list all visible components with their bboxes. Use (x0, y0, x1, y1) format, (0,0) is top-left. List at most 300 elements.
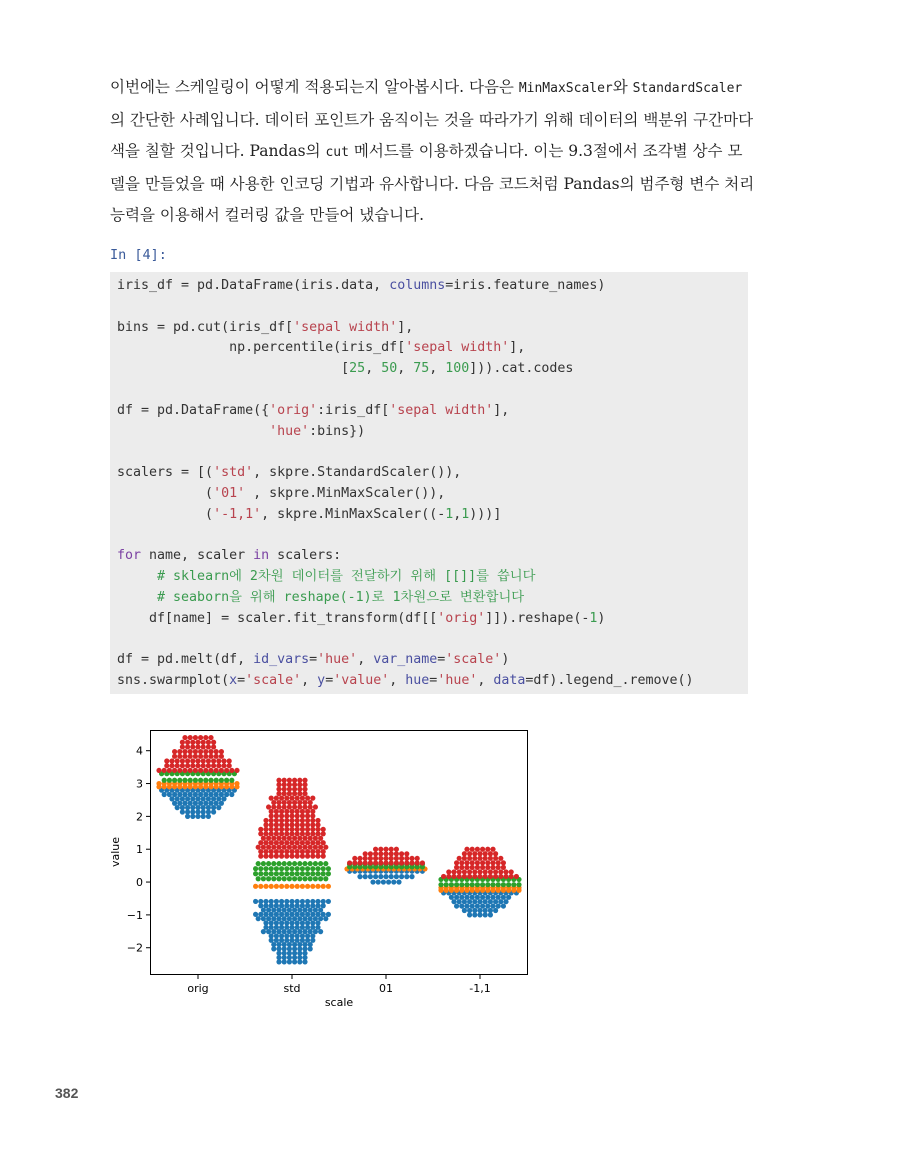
swarm-point-orig-hue2 (193, 778, 198, 783)
swarm-point-std-hue2 (300, 871, 305, 876)
swarm-point-std-hue0 (282, 907, 287, 912)
swarm-point--1,1-hue3 (464, 860, 469, 865)
swarm-point--1,1-hue0 (457, 899, 462, 904)
swarm-point-std-hue1 (289, 884, 294, 889)
swarm-point--1,1-hue2 (444, 882, 449, 887)
swarm-point-std-hue0 (282, 916, 287, 921)
swarm-point-std-hue3 (261, 845, 266, 850)
swarm-point-std-hue1 (326, 884, 331, 889)
swarm-point-orig-hue0 (201, 814, 206, 819)
swarm-point--1,1-hue1 (496, 888, 501, 893)
swarm-point-std-hue3 (266, 804, 271, 809)
swarm-point-orig-hue1 (229, 784, 234, 789)
swarm-point-std-hue2 (253, 866, 258, 871)
swarm-point-std-hue3 (321, 854, 326, 859)
swarm-point-orig-hue3 (198, 749, 203, 754)
swarm-point-std-hue2 (263, 871, 268, 876)
swarm-point-01-hue0 (396, 879, 401, 884)
swarm-point-std-hue3 (274, 822, 279, 827)
swarm-point--1,1-hue3 (462, 874, 467, 879)
swarm-point-std-hue2 (256, 861, 261, 866)
swarm-point-std-hue0 (274, 925, 279, 930)
swarm-point--1,1-hue3 (501, 860, 506, 865)
swarm-point-orig-hue3 (211, 744, 216, 749)
swarm-point-std-hue3 (310, 813, 315, 818)
swarm-point--1,1-hue1 (470, 888, 475, 893)
swarm-point-std-hue3 (269, 809, 274, 814)
swarm-point-orig-hue3 (190, 744, 195, 749)
swarm-point-std-hue3 (313, 836, 318, 841)
swarm-point-std-hue2 (308, 876, 313, 881)
swarm-point-std-hue0 (300, 903, 305, 908)
swarm-point-std-hue3 (300, 827, 305, 832)
swarm-point-std-hue2 (313, 861, 318, 866)
swarm-point-std-hue3 (289, 818, 294, 823)
swarm-point--1,1-hue3 (501, 865, 506, 870)
swarm-point-orig-hue0 (190, 814, 195, 819)
swarm-point-std-hue3 (282, 845, 287, 850)
swarm-point-std-hue0 (274, 912, 279, 917)
swarm-point-std-hue0 (271, 946, 276, 951)
swarm-point-orig-hue3 (229, 768, 234, 773)
swarm-point--1,1-hue2 (449, 882, 454, 887)
swarm-point-std-hue3 (276, 791, 281, 796)
swarm-point-std-hue3 (310, 854, 315, 859)
swarm-point-std-hue3 (258, 827, 263, 832)
swarm-point-01-hue0 (363, 874, 368, 879)
swarm-point-std-hue3 (287, 782, 292, 787)
swarm-point-std-hue0 (310, 925, 315, 930)
swarm-point-std-hue3 (297, 778, 302, 783)
swarm-point-std-hue0 (326, 912, 331, 917)
swarm-point-orig-hue3 (219, 754, 224, 759)
swarm-point-std-hue3 (302, 800, 307, 805)
swarm-point-std-hue2 (315, 866, 320, 871)
swarm-point-01-hue3 (373, 860, 378, 865)
swarm-point-orig-hue3 (188, 754, 193, 759)
swarm-point-01-hue0 (383, 874, 388, 879)
swarm-point-orig-hue0 (175, 805, 180, 810)
swarm-point-orig-hue3 (208, 735, 213, 740)
swarm-point-01-hue3 (368, 851, 373, 856)
swarm-point-std-hue2 (310, 866, 315, 871)
swarm-point-std-hue2 (297, 861, 302, 866)
swarm-point-std-hue3 (263, 840, 268, 845)
swarm-point-orig-hue1 (193, 784, 198, 789)
swarm-point-orig-hue3 (190, 758, 195, 763)
swarm-point-std-hue2 (271, 876, 276, 881)
swarm-point-std-hue3 (287, 787, 292, 792)
swarm-point--1,1-hue3 (467, 851, 472, 856)
swarm-point--1,1-hue3 (490, 865, 495, 870)
swarm-point--1,1-hue0 (501, 903, 506, 908)
swarm-point-std-hue0 (287, 916, 292, 921)
swarm-point--1,1-hue1 (480, 888, 485, 893)
swarm-point-std-hue0 (295, 938, 300, 943)
swarm-point-01-hue3 (378, 860, 383, 865)
swarm-point-std-hue3 (321, 840, 326, 845)
swarm-point-std-hue3 (269, 822, 274, 827)
code-line: scalers = [('std', skpre.StandardScaler()), (117, 465, 462, 481)
swarm-point-01-hue3 (399, 856, 404, 861)
swarm-point--1,1-hue3 (459, 865, 464, 870)
swarm-point--1,1-hue1 (454, 888, 459, 893)
swarm-point-std-hue3 (282, 791, 287, 796)
swarm-point-std-hue3 (292, 804, 297, 809)
swarm-point-01-hue3 (394, 847, 399, 852)
swarm-point--1,1-hue0 (472, 899, 477, 904)
swarm-point-orig-hue2 (219, 778, 224, 783)
swarm-point-std-hue3 (305, 840, 310, 845)
swarm-point-std-hue2 (305, 866, 310, 871)
swarm-point-std-hue0 (279, 903, 284, 908)
swarm-point--1,1-hue3 (483, 851, 488, 856)
y-tick-label: 4 (136, 744, 143, 758)
swarm-point-std-hue3 (274, 840, 279, 845)
swarm-point-orig-hue3 (201, 763, 206, 768)
swarm-point--1,1-hue3 (483, 869, 488, 874)
swarm-point-orig-hue3 (177, 749, 182, 754)
swarm-point-orig-hue0 (216, 805, 221, 810)
swarm-point-std-hue0 (263, 912, 268, 917)
x-axis-label: scale (324, 996, 354, 1009)
swarm-point--1,1-hue2 (501, 882, 506, 887)
swarm-point-std-hue0 (289, 938, 294, 943)
swarm-point-01-hue3 (378, 856, 383, 861)
swarm-point-01-hue0 (357, 874, 362, 879)
swarm-point-std-hue3 (308, 800, 313, 805)
code-line: # seaborn을 위해 reshape(-1)로 1차원으로 변환합니다 (157, 589, 525, 605)
swarm-point-std-hue1 (305, 884, 310, 889)
swarm-point--1,1-hue0 (464, 903, 469, 908)
swarm-point--1,1-hue3 (493, 856, 498, 861)
swarm-point-orig-hue3 (180, 744, 185, 749)
swarm-point-std-hue3 (321, 831, 326, 836)
swarm-point-std-hue3 (274, 813, 279, 818)
swarm-point-orig-hue3 (203, 768, 208, 773)
swarm-point-01-hue3 (378, 847, 383, 852)
swarm-point-orig-hue0 (208, 801, 213, 806)
swarm-point-std-hue2 (271, 861, 276, 866)
swarm-point-orig-hue0 (172, 792, 177, 797)
swarm-point-orig-hue1 (203, 784, 208, 789)
swarm-point-orig-hue3 (172, 768, 177, 773)
swarm-point-std-hue2 (310, 871, 315, 876)
swarm-point-std-hue3 (284, 796, 289, 801)
swarm-point-std-hue0 (310, 938, 315, 943)
swarm-point-std-hue3 (300, 822, 305, 827)
swarm-point-std-hue0 (326, 899, 331, 904)
swarm-point-std-hue3 (271, 836, 276, 841)
swarm-point--1,1-hue3 (493, 851, 498, 856)
swarm-point-std-hue3 (263, 822, 268, 827)
swarm-point-std-hue0 (287, 959, 292, 964)
swarm-point-std-hue3 (289, 796, 294, 801)
swarm-point-std-hue1 (284, 884, 289, 889)
swarm-point-std-hue3 (310, 827, 315, 832)
swarm-point--1,1-hue0 (464, 895, 469, 900)
swarm-point-std-hue3 (263, 849, 268, 854)
swarm-point-std-hue0 (287, 907, 292, 912)
swarm-point-01-hue3 (404, 856, 409, 861)
swarm-point-std-hue3 (287, 800, 292, 805)
swarm-point--1,1-hue3 (498, 874, 503, 879)
swarm-point-std-hue3 (297, 845, 302, 850)
x-axis (187, 974, 490, 995)
swarm-point-std-hue3 (305, 813, 310, 818)
swarm-point-std-hue1 (269, 884, 274, 889)
swarm-point-std-hue3 (295, 822, 300, 827)
swarm-point-std-hue3 (271, 800, 276, 805)
swarm-point-std-hue0 (276, 907, 281, 912)
swarm-point--1,1-hue1 (485, 888, 490, 893)
swarm-point-std-hue2 (274, 871, 279, 876)
inline-code-minmaxscaler: MinMaxScaler (518, 81, 613, 96)
swarm-point-std-hue3 (274, 831, 279, 836)
swarm-point-std-hue3 (279, 796, 284, 801)
swarm-point-std-hue2 (258, 871, 263, 876)
swarm-point--1,1-hue1 (438, 888, 443, 893)
swarm-point-std-hue3 (258, 831, 263, 836)
swarm-point-orig-hue3 (185, 740, 190, 745)
swarm-point-orig-hue3 (180, 740, 185, 745)
swarm-point-orig-hue0 (180, 809, 185, 814)
swarm-point-std-hue0 (287, 929, 292, 934)
swarm-point-std-hue1 (253, 884, 258, 889)
swarm-point-std-hue1 (279, 884, 284, 889)
swarm-point-std-hue3 (302, 778, 307, 783)
swarm-point-01-hue0 (399, 874, 404, 879)
x-tick-label: 01 (379, 982, 393, 995)
swarm-point-std-hue0 (318, 929, 323, 934)
swarm-point-std-hue0 (266, 929, 271, 934)
swarm-point--1,1-hue3 (441, 874, 446, 879)
swarm-point-std-hue2 (318, 876, 323, 881)
cell-input-label: In [4]: (110, 247, 167, 263)
swarm-point-std-hue2 (284, 871, 289, 876)
swarm-point-std-hue3 (300, 813, 305, 818)
swarm-point-std-hue0 (302, 929, 307, 934)
swarm-point-std-hue3 (297, 791, 302, 796)
swarm-point-std-hue1 (295, 884, 300, 889)
swarm-point-orig-hue0 (177, 792, 182, 797)
swarm-point-std-hue0 (292, 929, 297, 934)
swarm-point-std-hue3 (315, 822, 320, 827)
swarm-point-std-hue3 (297, 804, 302, 809)
swarm-point-orig-hue1 (172, 784, 177, 789)
swarm-point-std-hue3 (295, 796, 300, 801)
swarm-point-std-hue0 (300, 938, 305, 943)
swarm-point-std-hue2 (308, 861, 313, 866)
swarm-point--1,1-hue1 (444, 888, 449, 893)
swarm-point-std-hue3 (292, 782, 297, 787)
swarm-point-01-hue3 (409, 860, 414, 865)
swarm-point-orig-hue0 (224, 792, 229, 797)
swarm-point-orig-hue3 (175, 758, 180, 763)
swarm-point-orig-hue3 (175, 763, 180, 768)
swarm-point-std-hue3 (305, 818, 310, 823)
swarm-point-std-hue0 (295, 912, 300, 917)
swarm-point-std-hue2 (284, 866, 289, 871)
swarm-point-orig-hue3 (180, 763, 185, 768)
swarm-point-std-hue3 (315, 818, 320, 823)
swarm-point-std-hue3 (289, 840, 294, 845)
swarm-point-01-hue3 (389, 851, 394, 856)
swarm-point-orig-hue1 (234, 784, 239, 789)
swarm-point-01-hue3 (352, 860, 357, 865)
swarm-point-std-hue3 (300, 809, 305, 814)
swarm-point--1,1-hue3 (459, 860, 464, 865)
swarm-point-orig-hue3 (224, 768, 229, 773)
swarm-point-orig-hue3 (211, 758, 216, 763)
swarm-point--1,1-hue3 (498, 856, 503, 861)
swarm-point-orig-hue3 (219, 749, 224, 754)
swarm-point-std-hue0 (313, 916, 318, 921)
swarm-point-std-hue3 (297, 800, 302, 805)
swarm-point-std-hue3 (279, 831, 284, 836)
swarm-point--1,1-hue3 (462, 869, 467, 874)
swarm-point--1,1-hue1 (511, 888, 516, 893)
swarm-point-orig-hue3 (193, 735, 198, 740)
swarm-point-orig-hue3 (227, 763, 232, 768)
swarm-point-std-hue0 (284, 925, 289, 930)
swarm-point-std-hue3 (276, 782, 281, 787)
swarm-point-orig-hue3 (203, 735, 208, 740)
swarm-point-01-hue3 (383, 856, 388, 861)
swarm-point-01-hue3 (378, 851, 383, 856)
swarm-point--1,1-hue0 (475, 903, 480, 908)
swarm-point-std-hue3 (276, 800, 281, 805)
swarm-point-std-hue1 (274, 884, 279, 889)
swarm-point-std-hue0 (271, 916, 276, 921)
swarm-point-std-hue3 (302, 836, 307, 841)
swarm-point-orig-hue3 (172, 754, 177, 759)
swarm-point-01-hue3 (394, 851, 399, 856)
swarm-point-01-hue3 (373, 847, 378, 852)
code-line: np.percentile(iris_df['sepal width'], (117, 340, 526, 356)
y-tick-label: −1 (126, 908, 143, 922)
swarm-point-std-hue3 (276, 778, 281, 783)
swarm-point-std-hue3 (310, 809, 315, 814)
swarm-point-orig-hue3 (185, 744, 190, 749)
swarm-point-std-hue3 (300, 796, 305, 801)
swarm-point-std-hue0 (302, 959, 307, 964)
swarm-point-std-hue0 (315, 925, 320, 930)
swarm-point-std-hue3 (297, 787, 302, 792)
swarm-point-std-hue3 (276, 804, 281, 809)
swarm-point-std-hue0 (271, 907, 276, 912)
swarm-point-std-hue3 (258, 840, 263, 845)
swarm-point-std-hue3 (282, 804, 287, 809)
swarm-point--1,1-hue3 (451, 869, 456, 874)
swarm-point-std-hue0 (313, 907, 318, 912)
swarm-point-std-hue3 (284, 818, 289, 823)
swarm-point--1,1-hue3 (496, 860, 501, 865)
swarm-point-std-hue0 (266, 916, 271, 921)
swarm-point-orig-hue2 (224, 778, 229, 783)
swarm-point-std-hue0 (318, 916, 323, 921)
swarm-point-std-hue2 (289, 866, 294, 871)
x-tick-label: std (283, 982, 301, 995)
swarm-point-std-hue2 (295, 866, 300, 871)
swarm-point-std-hue1 (310, 884, 315, 889)
swarm-point-01-hue3 (363, 860, 368, 865)
swarm-point--1,1-hue2 (480, 882, 485, 887)
code-line: sns.swarmplot(x='scale', y='value', hue='hue', data=df).legend_.remove() (117, 673, 694, 689)
swarm-point--1,1-hue3 (467, 874, 472, 879)
swarm-point--1,1-hue0 (475, 895, 480, 900)
code-line: iris_df = pd.DataFrame(iris.data, columns=iris.feature_names) (117, 278, 606, 293)
swarm-point-std-hue3 (274, 809, 279, 814)
swarm-point-std-hue2 (269, 871, 274, 876)
swarm-point--1,1-hue3 (493, 874, 498, 879)
swarm-point-std-hue3 (315, 849, 320, 854)
swarm-point-orig-hue0 (211, 796, 216, 801)
swarm-point--1,1-hue0 (483, 899, 488, 904)
swarm-point-orig-hue3 (182, 768, 187, 773)
swarm-point--1,1-hue0 (449, 895, 454, 900)
swarm-point--1,1-hue0 (454, 895, 459, 900)
swarm-point-01-hue0 (376, 879, 381, 884)
swarm-point-orig-hue3 (188, 749, 193, 754)
swarm-point-orig-hue0 (229, 792, 234, 797)
swarm-point-orig-hue0 (182, 792, 187, 797)
swarm-point-orig-hue3 (185, 763, 190, 768)
swarm-point-orig-hue1 (156, 784, 161, 789)
swarm-point-orig-hue3 (211, 763, 216, 768)
swarm-point-01-hue3 (383, 847, 388, 852)
swarm-point-std-hue3 (263, 831, 268, 836)
swarm-point-orig-hue2 (214, 778, 219, 783)
code-line: 'hue':bins}) (269, 423, 366, 439)
swarm-point--1,1-hue2 (485, 882, 490, 887)
swarm-point-std-hue0 (274, 938, 279, 943)
swarm-point-std-hue3 (287, 791, 292, 796)
swarm-point-01-hue0 (381, 879, 386, 884)
swarm-point-std-hue2 (321, 871, 326, 876)
swarm-point--1,1-hue3 (503, 869, 508, 874)
swarm-point-std-hue0 (297, 929, 302, 934)
swarm-point-orig-hue3 (182, 754, 187, 759)
swarm-point-std-hue2 (313, 876, 318, 881)
swarm-point-std-hue2 (266, 876, 271, 881)
swarm-point--1,1-hue0 (470, 895, 475, 900)
swarm-point--1,1-hue3 (483, 874, 488, 879)
swarm-point-orig-hue3 (206, 758, 211, 763)
swarm-point--1,1-hue3 (493, 869, 498, 874)
swarm-point-std-hue3 (287, 778, 292, 783)
swarm-point-orig-hue3 (208, 749, 213, 754)
swarm-point--1,1-hue3 (457, 869, 462, 874)
swarm-point--1,1-hue1 (475, 888, 480, 893)
swarm-point-orig-hue3 (208, 754, 213, 759)
code-cell (110, 272, 748, 694)
swarm-point-std-hue3 (282, 836, 287, 841)
swarm-point-orig-hue3 (201, 744, 206, 749)
swarm-point-orig-hue1 (198, 784, 203, 789)
swarm-point-std-hue3 (284, 827, 289, 832)
swarm-point--1,1-hue3 (475, 847, 480, 852)
swarm-point-std-hue2 (318, 861, 323, 866)
swarm-point-std-hue0 (305, 903, 310, 908)
swarm-point-std-hue3 (300, 818, 305, 823)
swarm-point-std-hue3 (279, 827, 284, 832)
swarm-point-std-hue3 (263, 827, 268, 832)
swarm-point-std-hue2 (261, 861, 266, 866)
swarm-point-std-hue3 (297, 782, 302, 787)
swarm-point-orig-hue0 (203, 792, 208, 797)
swarm-point-std-hue0 (253, 899, 258, 904)
